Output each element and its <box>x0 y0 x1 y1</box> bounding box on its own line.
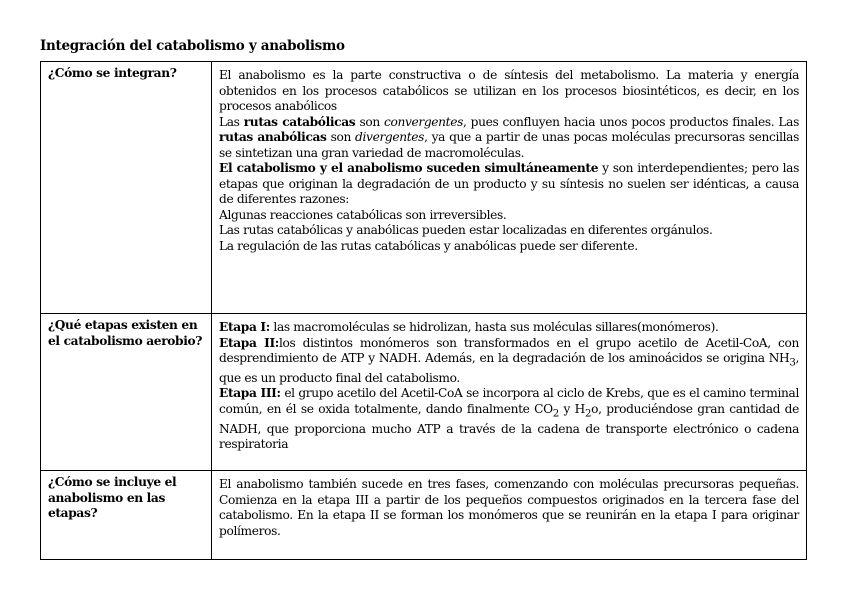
question-cell: ¿Cómo se incluye el anabolismo en las etapas? <box>41 471 212 560</box>
stage-paragraph: Etapa I: las macromoléculas se hidrolizan, hasta sus moléculas sillares(monómeros). <box>219 320 719 334</box>
question-cell: ¿Cómo se integran? <box>41 62 212 314</box>
question-cell: ¿Qué etapas existen en el catabolismo aerobio? <box>41 314 212 471</box>
stage-paragraph: Etapa III: el grupo acetilo del Acetil-CoA se incorpora al ciclo de Krebs, que es el camino terminal común, en él se oxida totalmente, dando finalmente $CO_2$ y $H_2o$, produciéndose gran cantidad de NADH, que proporciona mucho ATP a través de la cadena de transporte electrónico o cadena respiratoria <box>219 386 799 452</box>
paragraph: El catabolismo y el anabolismo suceden simultáneamente y son interdependientes; pero las etapas que originan la degradación de un producto y su síntesis no suelen ser idénticas, a causa de diferentes razones: <box>219 161 799 206</box>
paragraph: El anabolismo también sucede en tres fases, comenzando con moléculas precursoras pequeñas. Comienza en la etapa III a partir de los pequeños compuestos originados en la tercera fase del catabolismo. En la etapa II se forman los monómeros que se reunirán en la etapa I para originar polímeros. <box>219 477 799 538</box>
answer-cell <box>212 62 807 314</box>
paragraph: La regulación de las rutas catabólicas y anabólicas puede ser diferente. <box>219 238 638 253</box>
stage-paragraph: Etapa II:los distintos monómeros son transformados en el grupo acetilo de Acetil-CoA, con desprendimiento de ATP y NADH. Además, en la degradación de los aminoácidos se origina $NH_3$, que es un producto final del catabolismo. <box>219 335 800 385</box>
table-row <box>41 62 807 314</box>
table-row <box>41 471 807 560</box>
paragraph: El anabolismo es la parte constructiva o de síntesis del metabolismo. La materia y energía obtenidos en los procesos catabólicos se utilizan en los procesos biosintéticos, es decir, en los procesos anabólicos <box>219 68 799 113</box>
answer-cell <box>212 314 807 471</box>
paragraph: Las rutas catabólicas son convergentes, pues confluyen hacia unos pocos productos finales. Las rutas anabólicas son divergentes, ya que a partir de unas pocas moléculas precursoras sencillas se sintetizan una gran variedad de macromoléculas. <box>219 114 799 160</box>
content-table <box>40 61 807 560</box>
document-title: Integración del catabolismo y anabolismo <box>40 38 345 54</box>
table-row <box>41 314 807 471</box>
paragraph: Las rutas catabólicas y anabólicas pueden estar localizadas en diferentes orgánulos. <box>219 223 713 237</box>
answer-cell <box>212 471 807 560</box>
paragraph: Algunas reacciones catabólicas son irreversibles. <box>219 207 507 222</box>
